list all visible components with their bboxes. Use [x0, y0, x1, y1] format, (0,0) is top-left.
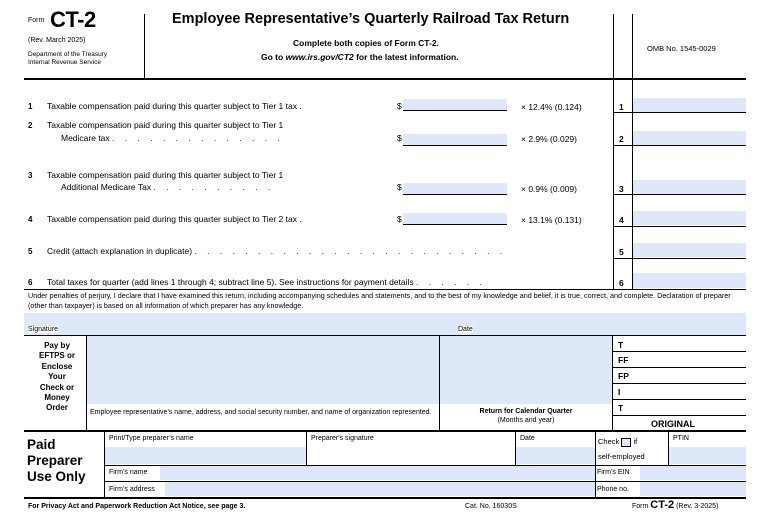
calendar-quarter-input[interactable] [440, 336, 612, 404]
line-4-rate: × 13.1% (0.131) [521, 215, 582, 225]
original-label: ORIGINAL [651, 419, 695, 429]
code-fp: FP [618, 371, 629, 381]
line-3-tax-input[interactable] [633, 180, 746, 194]
firm-ein-label: Firm’s EIN [597, 469, 630, 476]
form-number: CT-2 [50, 7, 96, 32]
return-for-quarter-label: Return for Calendar Quarter [479, 408, 573, 415]
code-t: T [618, 340, 624, 350]
representative-name-address-input[interactable] [87, 336, 439, 404]
instruction-line2: Go to www.irs.gov/CT2 for the latest information. [261, 52, 459, 62]
line-4-compensation-input[interactable] [403, 213, 507, 225]
preparer-name-label: Print/Type preparer’s name [109, 435, 194, 442]
self-employed-label: self-employed [598, 452, 645, 461]
privacy-notice: For Privacy Act and Paperwork Reduction Act Notice, see page 3. [28, 503, 246, 510]
paid-preparer-heading: Paid Preparer Use Only [27, 437, 86, 484]
code-t2: T [618, 403, 624, 413]
line-2-tax-input[interactable] [633, 131, 746, 145]
form-title: Employee Representative’s Quarterly Railroad Tax Return [172, 11, 570, 27]
signature-field[interactable] [24, 313, 746, 335]
line-3-compensation-input[interactable] [403, 183, 507, 195]
department-line1: Department of the Treasury [28, 51, 108, 58]
line-2-compensation-input[interactable] [403, 134, 507, 146]
firm-ein-input[interactable] [640, 466, 746, 480]
preparer-name-input[interactable] [105, 447, 306, 464]
ptin-label: PTIN [673, 435, 689, 442]
line-3-rate: × 0.9% (0.009) [521, 184, 577, 194]
phone-label: Phone no. [597, 486, 629, 493]
firm-address-input[interactable] [165, 482, 595, 496]
line-2-rate: × 2.9% (0.029) [521, 134, 577, 144]
omb-number: OMB No. 1545-0029 [647, 44, 716, 53]
line-1-tax-input[interactable] [633, 98, 746, 112]
code-i: I [618, 387, 621, 397]
firm-name-input[interactable] [160, 466, 595, 480]
perjury-statement: Under penalties of perjury, I declare that I have examined this return, including accompanying schedules and statements, and to the best of my knowledge and belief, it is true, correct, and complete. Declaration of preparer (other than taxpayer) is based on all information of which preparer has any knowledge. [28, 291, 731, 310]
code-ff: FF [618, 355, 629, 365]
name-address-label: Employee representative’s name, address, and social security number, and name of organization represented. [90, 409, 432, 416]
self-employed-check: Check if [598, 437, 638, 446]
ptin-input[interactable] [669, 447, 746, 464]
pay-by-label: Pay by EFTPS or Enclose Your Check or Money Order [38, 341, 75, 413]
line-4-tax-input[interactable] [633, 211, 746, 225]
phone-input[interactable] [640, 482, 746, 496]
footer-form-label: Form CT-2 (Rev. 3-2025) [632, 499, 719, 511]
preparer-date-input[interactable] [516, 447, 595, 464]
line-1-rate: × 12.4% (0.124) [521, 102, 582, 112]
revision-date: (Rev. March 2025) [28, 37, 86, 44]
firm-address-label: Firm’s address [109, 486, 155, 493]
preparer-signature-label: Preparer's signature [311, 435, 374, 442]
self-employed-checkbox[interactable] [621, 438, 631, 447]
signature-date-label: Date [458, 326, 473, 333]
line-1-compensation-input[interactable] [403, 99, 507, 111]
line-5-credit-input[interactable] [633, 243, 746, 257]
preparer-date-label: Date [520, 435, 535, 442]
irs-link[interactable]: www.irs.gov/CT2 [285, 52, 354, 62]
line-6-total-input[interactable] [633, 273, 746, 288]
instruction-line1: Complete both copies of Form CT-2. [293, 38, 439, 48]
firm-name-label: Firm’s name [109, 469, 148, 476]
signature-label: Signature [28, 326, 58, 333]
catalog-number: Cat. No. 16030S [465, 503, 517, 510]
form-word: Form [28, 17, 45, 24]
months-year-label: (Months and year) [497, 417, 555, 424]
department-line2: Internal Revenue Service [28, 59, 101, 66]
